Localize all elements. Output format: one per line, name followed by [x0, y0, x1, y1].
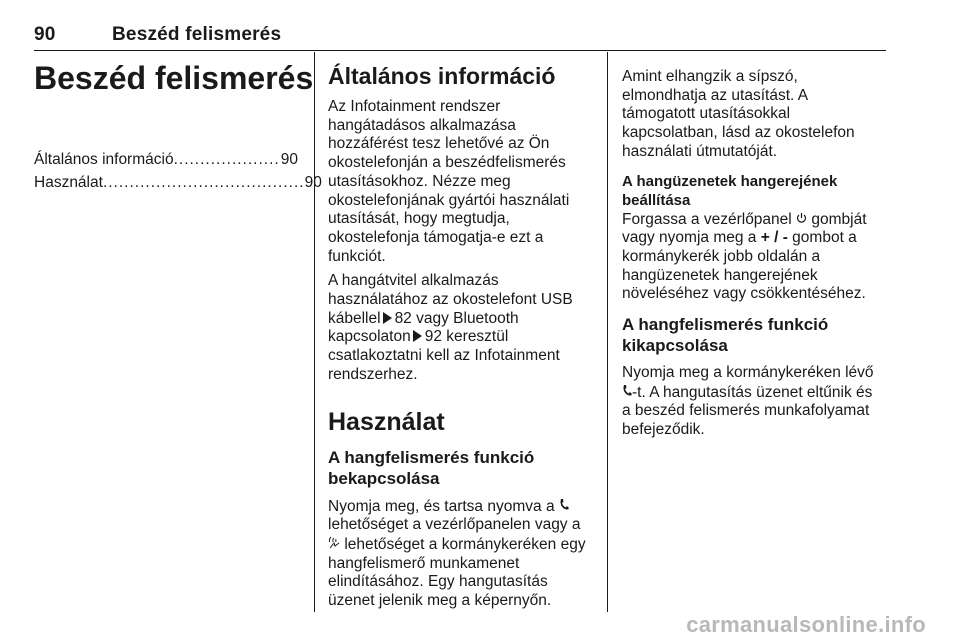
watermark: carmanualsonline.info — [686, 612, 926, 637]
text-line: Az Infotainment rendszer — [328, 98, 501, 115]
voice-off-paragraph — [622, 364, 888, 440]
text-line: utasítását, hogy megtudja, — [328, 210, 510, 228]
volume-paragraph — [622, 210, 888, 305]
table-of-contents — [34, 148, 322, 194]
text-line: hozzáférést tesz lehetővé az Ön — [328, 135, 550, 153]
text-line: okostelefonján a beszédfelismerés — [328, 154, 566, 172]
text-line: utasításokhoz. Nézze meg — [328, 172, 511, 190]
toc-page: 90 — [280, 151, 298, 168]
toc-leader: ...................................... — [102, 174, 305, 191]
text-line: hangfelismerő munkamenet — [328, 554, 520, 572]
text-line: A hangátvitel alkalmazás — [328, 272, 499, 290]
text-line: csatlakoztatni kell az Infotainment — [328, 347, 560, 365]
text-line: hangüzenetek hangerejének — [622, 266, 818, 284]
text-line: okostelefonjának gyártói használati — [328, 191, 570, 209]
general-paragraph-1 — [328, 98, 593, 266]
header-rule — [34, 50, 886, 51]
text-line: funkciót. — [328, 247, 386, 265]
text-line: növeléséhez vagy csökkentéséhez. — [622, 285, 866, 303]
text-line: okostelefonja támogatja-e ezt a — [328, 228, 544, 246]
text-line: befejeződik. — [622, 421, 705, 439]
heading-line: bekapcsolása — [328, 468, 440, 488]
text-line: elmondhatja az utasítást. A — [622, 86, 809, 104]
page-reference[interactable]: 82 vagy Bluetooth — [394, 309, 519, 327]
power-icon — [796, 210, 807, 229]
text-line: Forgassa a vezérlőpanel — [622, 210, 792, 228]
toc-item-usage[interactable] — [34, 171, 322, 194]
text-line: használatához az okostelefont USB — [328, 291, 573, 309]
page-header — [34, 24, 282, 46]
voice-on-paragraph — [328, 497, 593, 611]
subsection-title-volume — [622, 172, 888, 210]
header-title: Beszéd felismerés — [112, 24, 282, 45]
page-reference[interactable]: 92 keresztül — [424, 328, 509, 346]
heading-line: A hangfelismerés funkció — [622, 315, 829, 335]
column-2 — [328, 54, 593, 611]
column-3 — [622, 54, 888, 440]
plus-minus-button-label: + / - — [760, 229, 788, 247]
phone-icon — [559, 497, 569, 516]
text-line: kormánykerék jobb oldalán a — [622, 247, 821, 265]
text-line: lehetőséget a vezérlőpanelen vagy a — [328, 516, 581, 534]
text-line: a beszéd felismerés munkafolyamat — [622, 402, 870, 420]
heading-line: A hangüzenetek hangerejének — [622, 172, 838, 190]
text-line: hangátadásos alkalmazása — [328, 116, 516, 134]
toc-label: Használat — [34, 174, 103, 191]
heading-line: kikapcsolása — [622, 336, 728, 356]
text-line: vagy nyomja meg a — [622, 229, 757, 247]
voice-recognition-icon — [328, 535, 340, 554]
toc-item-general[interactable] — [34, 148, 298, 171]
text-line: Nyomja meg a kormánykeréken lévő — [622, 364, 874, 382]
text-line: elindításához. Egy hangutasítás — [328, 573, 548, 591]
heading-line: beállítása — [622, 191, 691, 209]
section-title-usage: Használat — [328, 407, 445, 436]
text-line: kapcsolaton — [328, 328, 411, 346]
section-title-general: Általános információ — [328, 63, 556, 89]
text-line: -t. A hangutasítás üzenet eltűnik és — [632, 383, 873, 401]
subsection-title-voice-off — [622, 314, 888, 356]
text-line: Nyomja meg, és tartsa nyomva a — [328, 497, 555, 515]
column-divider-1 — [314, 52, 315, 612]
text-line: támogatott utasításokkal — [622, 105, 791, 123]
toc-page: 90 — [304, 174, 322, 191]
chapter-title: Beszéd felismerés — [34, 60, 314, 96]
text-line: kapcsolatban, lásd az okostelefon — [622, 124, 855, 142]
column-1 — [34, 54, 322, 194]
heading-line: A hangfelismerés funkció — [328, 447, 535, 467]
text-line: Amint elhangzik a sípszó, — [622, 68, 798, 85]
page-number: 90 — [34, 24, 56, 45]
after-beep-paragraph — [622, 68, 888, 162]
text-line: gombot a — [792, 229, 857, 247]
general-paragraph-2 — [328, 272, 593, 384]
text-line: rendszerhez. — [328, 365, 418, 383]
text-line: gombját — [811, 210, 867, 228]
subsection-title-voice-on — [328, 447, 593, 489]
text-line: kábellel — [328, 309, 381, 327]
text-line: üzenet jelenik meg a képernyőn. — [328, 592, 552, 610]
text-line: használati útmutatóját. — [622, 142, 778, 160]
page-reference-arrow-icon — [413, 330, 422, 342]
toc-label: Általános információ — [34, 151, 174, 168]
hang-up-icon — [622, 383, 632, 402]
column-divider-2 — [607, 52, 608, 612]
text-line: lehetőséget a kormánykeréken egy — [344, 535, 586, 553]
toc-leader: .................... — [173, 151, 280, 168]
page-reference-arrow-icon — [383, 312, 392, 324]
